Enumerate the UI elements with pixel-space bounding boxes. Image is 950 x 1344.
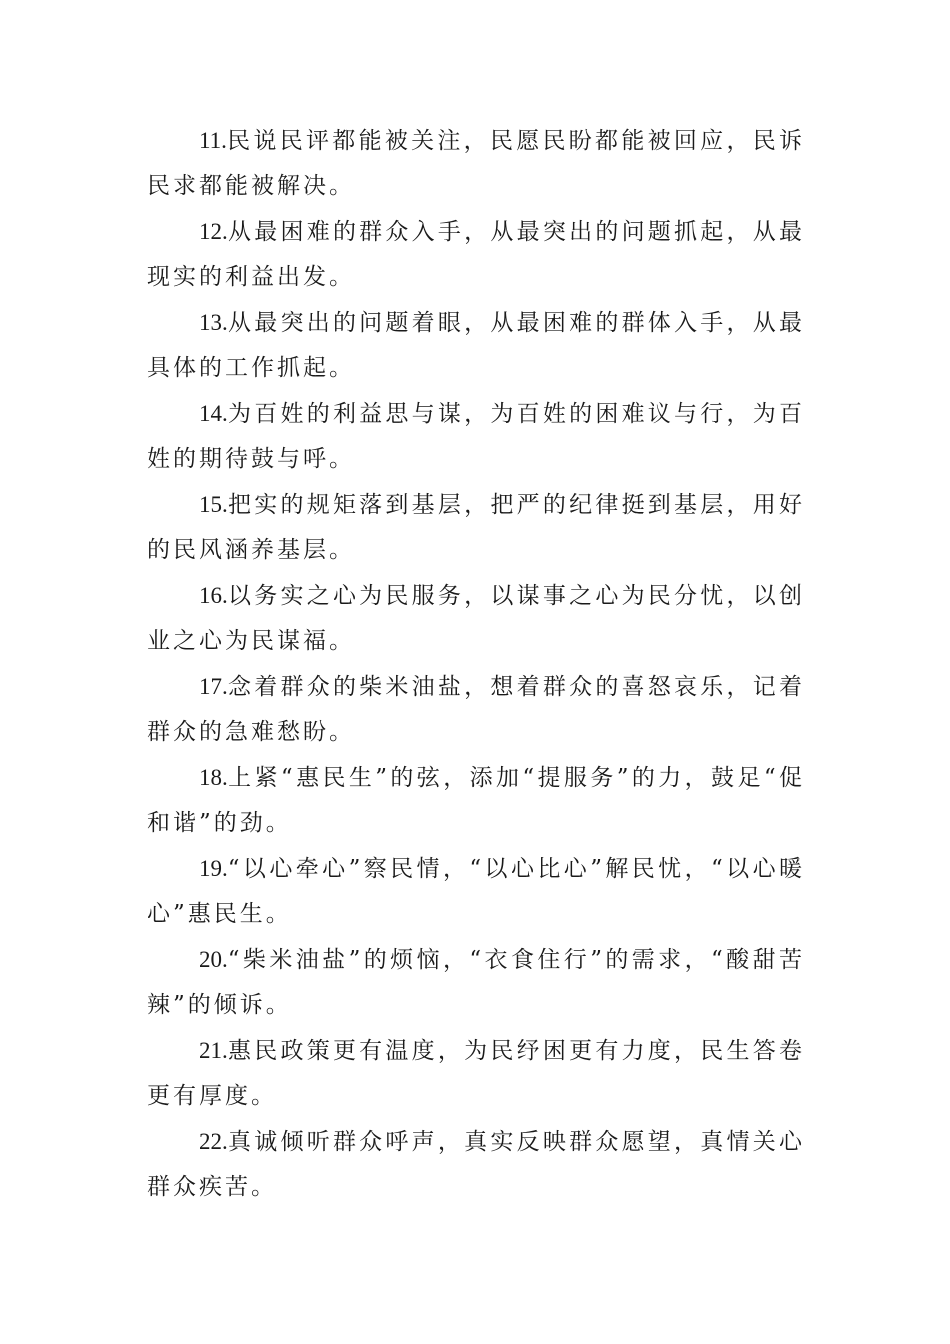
item-number: 15.	[199, 492, 228, 517]
item-text: 念着群众的柴米油盐，想着群众的喜怒哀乐，记着群众的急难愁盼。	[147, 674, 805, 745]
paragraph-11	[147, 118, 805, 209]
item-number: 19.	[199, 856, 228, 881]
item-number: 22.	[199, 1129, 228, 1154]
item-number: 16.	[199, 583, 228, 608]
item-text: 为百姓的利益思与谋，为百姓的困难议与行，为百姓的期待鼓与呼。	[147, 401, 805, 472]
item-text: “柴米油盐”的烦恼，“衣食住行”的需求，“酸甜苦辣”的倾诉。	[147, 947, 805, 1018]
paragraph-22	[147, 1119, 805, 1210]
item-number: 20.	[199, 947, 228, 972]
item-number: 13.	[199, 310, 228, 335]
item-text: “以心牵心”察民情，“以心比心”解民忧，“以心暖心”惠民生。	[147, 856, 805, 927]
paragraph-13	[147, 300, 805, 391]
paragraph-12	[147, 209, 805, 300]
paragraph-16	[147, 573, 805, 664]
paragraph-15	[147, 482, 805, 573]
item-number: 14.	[199, 401, 228, 426]
item-text: 从最困难的群众入手，从最突出的问题抓起，从最现实的利益出发。	[147, 219, 805, 290]
document-body	[147, 118, 805, 1210]
item-number: 11.	[199, 128, 227, 153]
paragraph-21	[147, 1028, 805, 1119]
item-number: 12.	[199, 219, 228, 244]
paragraph-20	[147, 937, 805, 1028]
paragraph-17	[147, 664, 805, 755]
item-text: 民说民评都能被关注，民愿民盼都能被回应，民诉民求都能被解决。	[147, 128, 805, 199]
item-text: 以务实之心为民服务，以谋事之心为民分忧，以创业之心为民谋福。	[147, 583, 805, 654]
item-text: 真诚倾听群众呼声，真实反映群众愿望，真情关心群众疾苦。	[147, 1129, 805, 1200]
item-text: 上紧“惠民生”的弦，添加“提服务”的力，鼓足“促和谐”的劲。	[147, 765, 805, 836]
item-number: 21.	[199, 1038, 228, 1063]
item-text: 惠民政策更有温度，为民纾困更有力度，民生答卷更有厚度。	[147, 1038, 805, 1109]
paragraph-18	[147, 755, 805, 846]
item-text: 从最突出的问题着眼，从最困难的群体入手，从最具体的工作抓起。	[147, 310, 805, 381]
item-number: 17.	[199, 674, 228, 699]
item-number: 18.	[199, 765, 228, 790]
paragraph-19	[147, 846, 805, 937]
paragraph-14	[147, 391, 805, 482]
item-text: 把实的规矩落到基层，把严的纪律挺到基层，用好的民风涵养基层。	[147, 492, 805, 563]
